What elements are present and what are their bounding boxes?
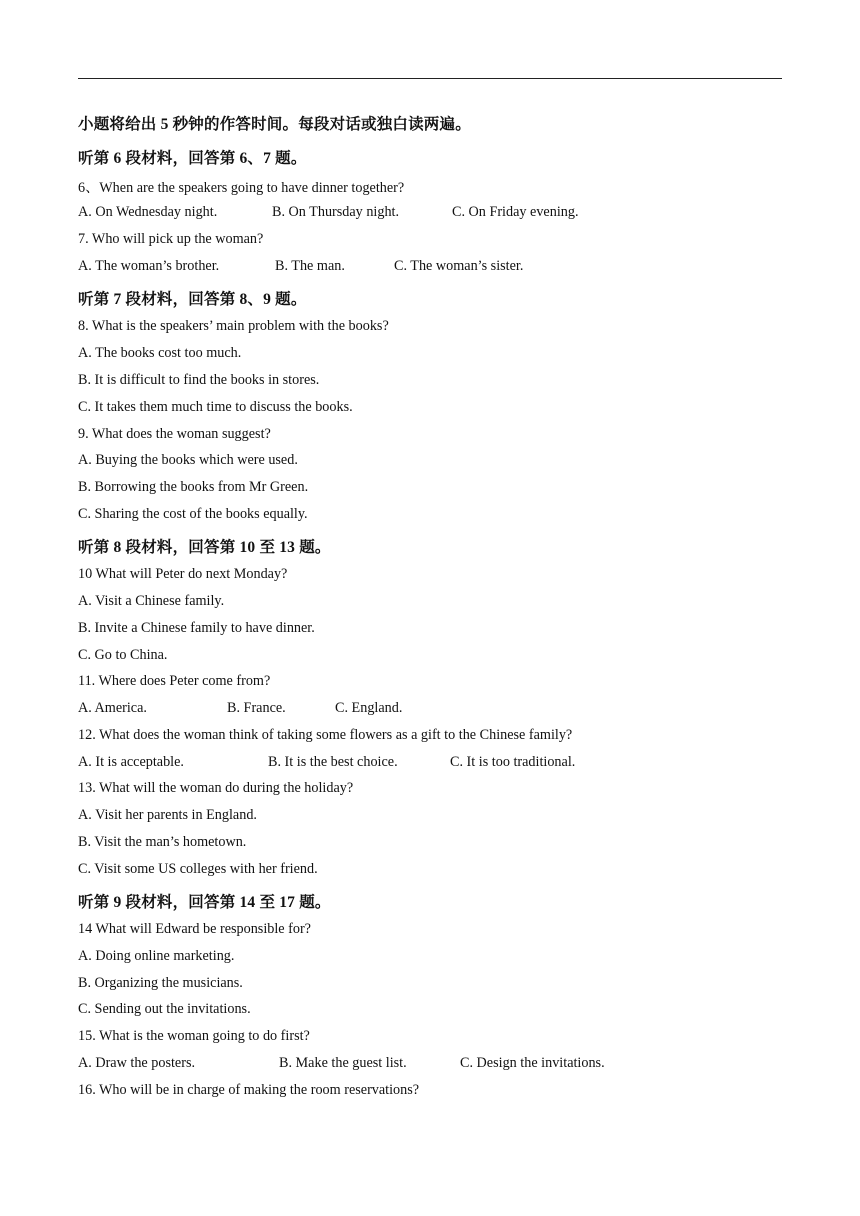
option-13c: C. Visit some US colleges with her friend. xyxy=(78,861,318,877)
option-7c: C. The woman’s sister. xyxy=(394,258,524,274)
section-heading: 听第 9 段材料，回答第 14 至 17 题。 xyxy=(78,894,331,911)
question-8: 8. What is the speakers’ main problem with the books? xyxy=(78,318,389,334)
option-11a: A. America. xyxy=(78,700,147,716)
section-heading: 听第 6 段材料，回答第 6、7 题。 xyxy=(78,150,307,167)
question-11: 11. Where does Peter come from? xyxy=(78,673,271,689)
question-13: 13. What will the woman do during the holiday? xyxy=(78,780,354,796)
question-7: 7. Who will pick up the woman? xyxy=(78,231,264,247)
question-14: 14 What will Edward be responsible for? xyxy=(78,921,311,937)
option-7b: B. The man. xyxy=(275,258,345,274)
section-heading: 听第 7 段材料，回答第 8、9 题。 xyxy=(78,291,307,308)
option-10a: A. Visit a Chinese family. xyxy=(78,593,225,609)
question-9: 9. What does the woman suggest? xyxy=(78,426,271,442)
question-16: 16. Who will be in charge of making the room reservations? xyxy=(78,1082,420,1098)
header-divider xyxy=(78,78,782,79)
option-13b: B. Visit the man’s hometown. xyxy=(78,834,247,850)
option-8a: A. The books cost too much. xyxy=(78,345,242,361)
question-15: 15. What is the woman going to do first? xyxy=(78,1028,310,1044)
option-14c: C. Sending out the invitations. xyxy=(78,1001,251,1017)
option-8b: B. It is difficult to find the books in stores. xyxy=(78,372,320,388)
option-14b: B. Organizing the musicians. xyxy=(78,975,243,991)
option-15b: B. Make the guest list. xyxy=(279,1055,407,1071)
option-15c: C. Design the invitations. xyxy=(460,1055,605,1071)
option-11c: C. England. xyxy=(335,700,403,716)
option-12b: B. It is the best choice. xyxy=(268,754,398,770)
question-6: 6、When are the speakers going to have dinner together? xyxy=(78,180,405,196)
instructions-text: 小题将给出 5 秒钟的作答时间。每段对话或独白读两遍。 xyxy=(78,116,471,133)
option-12c: C. It is too traditional. xyxy=(450,754,576,770)
option-9b: B. Borrowing the books from Mr Green. xyxy=(78,479,309,495)
option-12a: A. It is acceptable. xyxy=(78,754,184,770)
option-7a: A. The woman’s brother. xyxy=(78,258,220,274)
option-6b: B. On Thursday night. xyxy=(272,204,400,220)
option-6c: C. On Friday evening. xyxy=(452,204,579,220)
option-9c: C. Sharing the cost of the books equally. xyxy=(78,506,308,522)
option-15a: A. Draw the posters. xyxy=(78,1055,196,1071)
option-10c: C. Go to China. xyxy=(78,647,168,663)
option-6a: A. On Wednesday night. xyxy=(78,204,218,220)
question-10: 10 What will Peter do next Monday? xyxy=(78,566,288,582)
section-heading: 听第 8 段材料，回答第 10 至 13 题。 xyxy=(78,539,331,556)
option-9a: A. Buying the books which were used. xyxy=(78,452,298,468)
option-13a: A. Visit her parents in England. xyxy=(78,807,257,823)
option-14a: A. Doing online marketing. xyxy=(78,948,235,964)
question-12: 12. What does the woman think of taking some flowers as a gift to the Chinese family? xyxy=(78,727,573,743)
option-11b: B. France. xyxy=(227,700,286,716)
option-8c: C. It takes them much time to discuss the books. xyxy=(78,399,353,415)
option-10b: B. Invite a Chinese family to have dinner. xyxy=(78,620,315,636)
